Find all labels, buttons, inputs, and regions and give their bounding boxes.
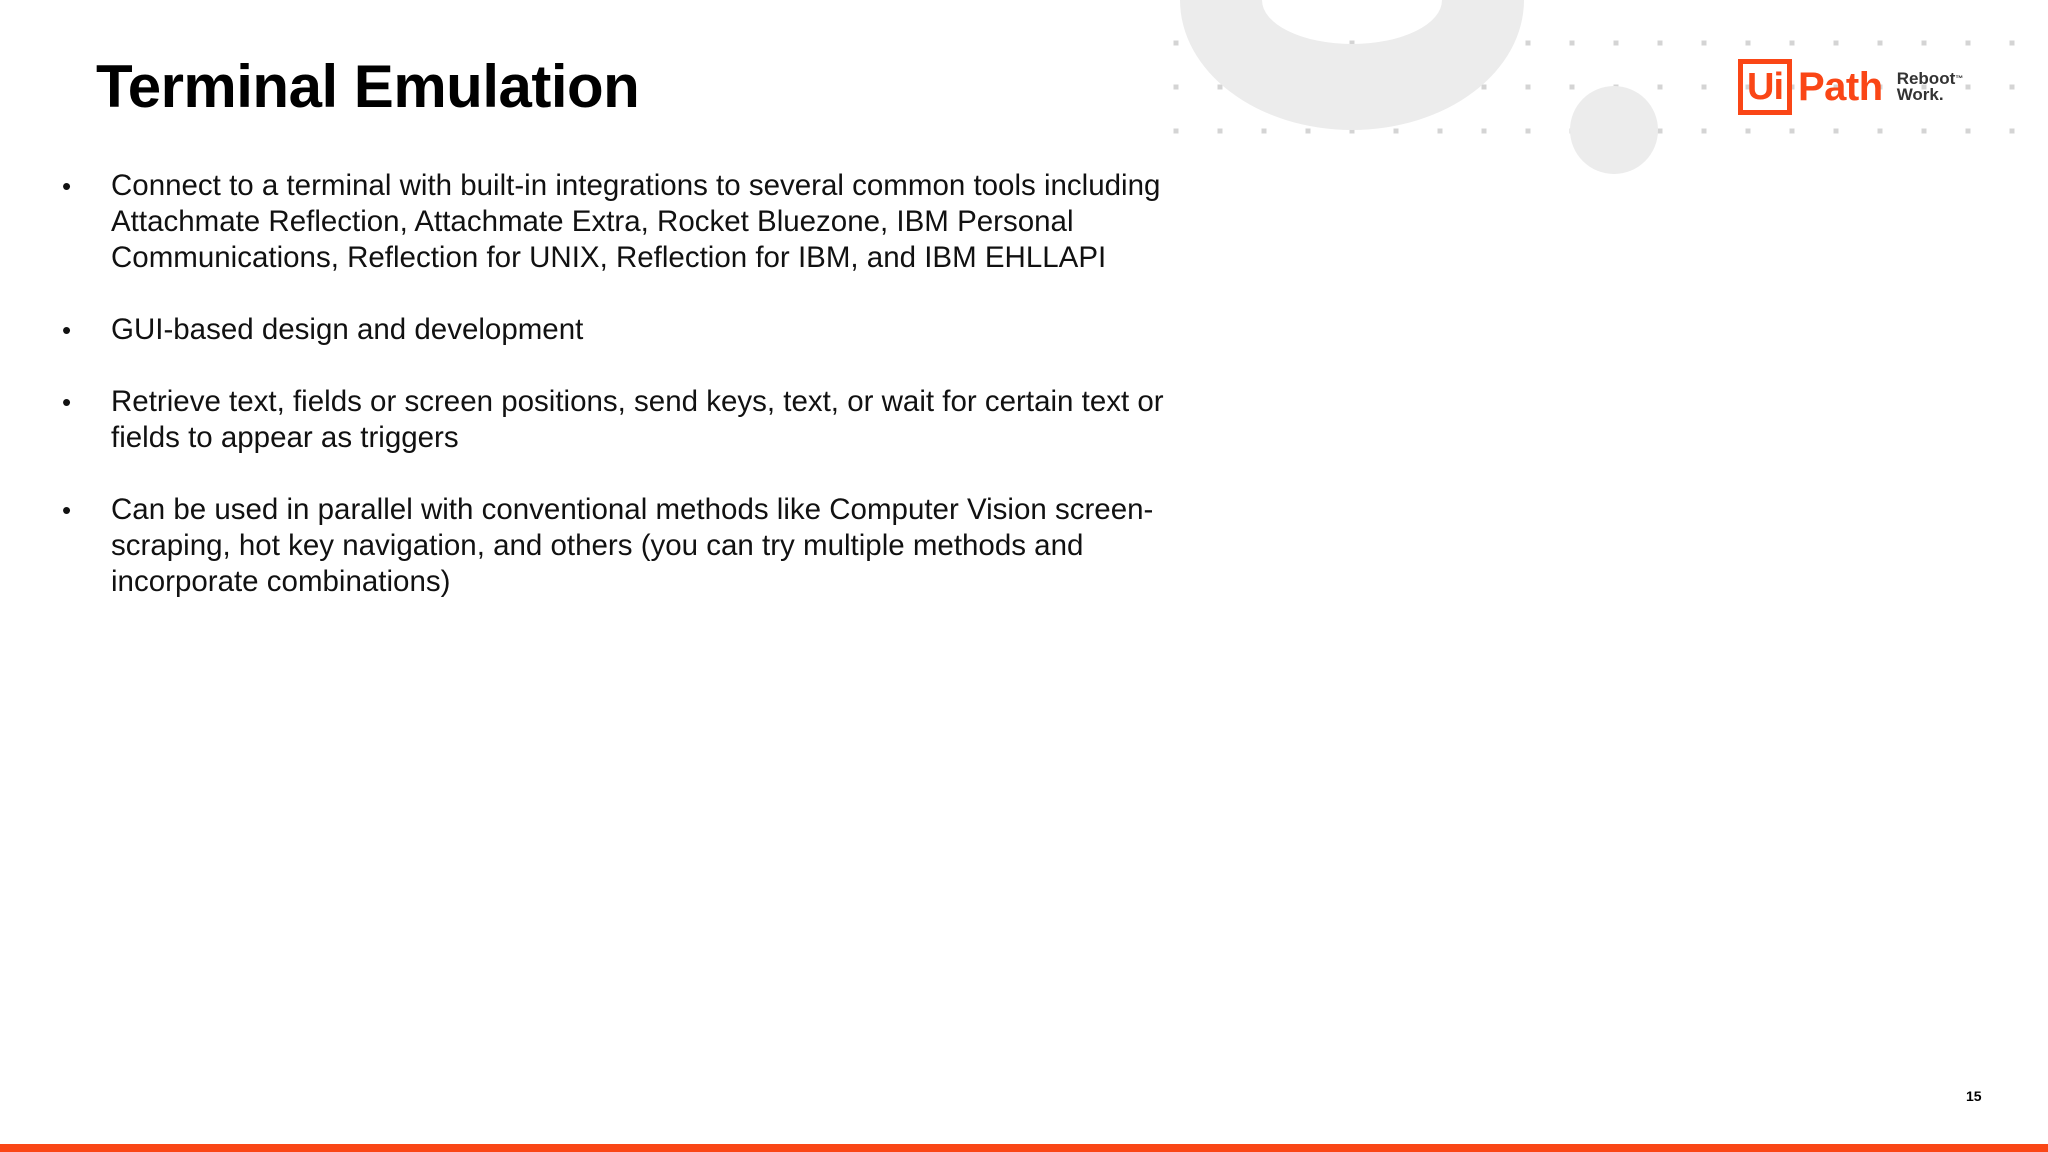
- decor-dot: [2010, 129, 2015, 134]
- bullet-icon: •: [62, 315, 72, 345]
- bullet-text: Can be used in parallel with conventional methods like Computer Vision screen-scraping, hot key navigation, and others (you can try multiple methods and incorporate combinations): [111, 493, 1154, 598]
- decor-dot: [1702, 85, 1707, 90]
- decor-dot: [1834, 41, 1839, 46]
- decor-dot: [1790, 129, 1795, 134]
- bullet-item: [62, 384, 1192, 456]
- decor-dot: [1834, 129, 1839, 134]
- decor-dot: [1746, 129, 1751, 134]
- bullet-item: [62, 168, 1192, 276]
- decor-dot: [1922, 41, 1927, 46]
- decor-dot: [1702, 41, 1707, 46]
- uipath-logo: [1738, 58, 1963, 116]
- decor-dot: [1438, 129, 1443, 134]
- decor-dot: [1526, 129, 1531, 134]
- decor-dot: [1614, 41, 1619, 46]
- decor-dot: [1262, 129, 1267, 134]
- tagline-reboot: Reboot: [1896, 69, 1956, 88]
- bullet-icon: •: [62, 171, 72, 201]
- decor-dot: [1218, 129, 1223, 134]
- decor-dot: [1570, 41, 1575, 46]
- decor-dot: [1702, 129, 1707, 134]
- trademark-symbol: ™: [1955, 74, 1964, 83]
- decor-dot: [1174, 129, 1179, 134]
- decor-dot: [1966, 85, 1971, 90]
- decor-dot: [1790, 41, 1795, 46]
- decor-dot: [1878, 129, 1883, 134]
- logo-path-text: Path: [1798, 65, 1883, 109]
- decor-dot: [1658, 41, 1663, 46]
- bullet-icon: •: [62, 387, 72, 417]
- decor-dot: [1526, 85, 1531, 90]
- page-number: 15: [1966, 1088, 1982, 1104]
- decor-dot: [1394, 129, 1399, 134]
- logo-ui-box: [1738, 59, 1792, 115]
- decor-dot: [1306, 129, 1311, 134]
- decor-dot: [1570, 85, 1575, 90]
- decor-dot: [2010, 41, 2015, 46]
- bullet-text: Connect to a terminal with built-in integrations to several common tools including Attachmate Reflection, Attachmate Extra, Rocket Bluezone, IBM Personal Communications, Reflection for UNIX, Reflection for IBM, and IBM EHLLAPI: [111, 169, 1161, 274]
- bullet-item: [62, 312, 1192, 348]
- decor-dot: [1966, 41, 1971, 46]
- bullet-text: Retrieve text, fields or screen positions, send keys, text, or wait for certain text or fields to appear as triggers: [111, 385, 1164, 454]
- decor-dot: [1746, 41, 1751, 46]
- bullet-text: GUI-based design and development: [111, 313, 584, 346]
- decor-dot: [1922, 129, 1927, 134]
- decor-dot: [1174, 41, 1179, 46]
- decor-dot: [1482, 129, 1487, 134]
- logo-tagline: [1897, 71, 1964, 103]
- bullet-icon: •: [62, 495, 72, 525]
- decor-half-ring: [1180, 0, 1524, 130]
- decor-circle: [1570, 86, 1658, 174]
- slide-title: Terminal Emulation: [96, 53, 640, 120]
- bullet-list: [62, 168, 1192, 636]
- decor-dot: [1526, 41, 1531, 46]
- decor-dot: [1878, 41, 1883, 46]
- decor-dot: [2010, 85, 2015, 90]
- decor-dot: [1658, 85, 1663, 90]
- decor-dot: [1658, 129, 1663, 134]
- decor-dot: [1482, 85, 1487, 90]
- decor-dot: [1218, 85, 1223, 90]
- tagline-line-2: Work.: [1896, 85, 1944, 104]
- bullet-item: [62, 492, 1192, 600]
- decor-dot: [1174, 85, 1179, 90]
- logo-ui-text: Ui: [1747, 66, 1783, 108]
- decor-dot: [1966, 129, 1971, 134]
- bottom-accent-bar: [0, 1144, 2048, 1152]
